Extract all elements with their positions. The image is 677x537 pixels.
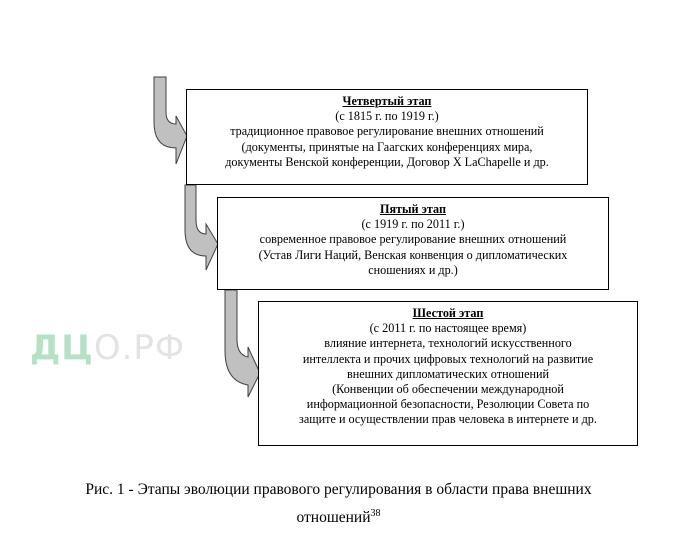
curved-arrow-icon (148, 76, 190, 166)
stage-title: Пятый этап (379, 202, 446, 216)
stage-description: сношениях и др.) (368, 262, 458, 277)
stage-period: (с 1815 г. по 1919 г.) (335, 109, 439, 124)
stage-period: (с 2011 г. по настоящее время) (369, 321, 527, 336)
stage-description: (Конвенции об обеспечении международной (332, 382, 564, 397)
caption-text: отношений (296, 509, 371, 526)
stage-description: документы Венской конференции, Договор X LaChapelle и др. (225, 154, 549, 169)
stage-description: интеллекта и прочих цифровых технологий на развитие (302, 351, 594, 366)
stage-description: влияние интернета, технологий искусственного (324, 336, 572, 351)
stage-description: современное правовое регулирование внешних отношений (259, 232, 567, 247)
stage-description: внешних дипломатических отношений (346, 366, 550, 381)
stage-description: информационной безопасности, Резолюции Совета по (306, 397, 590, 412)
stage-description: (Устав Лиги Наций, Венская конвенция о дипломатических (258, 247, 568, 262)
stage-title: Шестой этап (412, 306, 484, 320)
footnote-marker: 38 (370, 508, 381, 519)
figure-caption-continued (0, 509, 677, 527)
curved-arrow-icon (183, 184, 221, 272)
watermark-part: О.РФ (93, 328, 186, 368)
watermark-part: ДЦ (30, 328, 94, 368)
stage-title: Четвертый этап (342, 94, 432, 108)
stage-description: (документы, принятые на Гаагских конференциях мира, (241, 139, 533, 154)
stage-description: защите и осуществлении прав человека в интернете и др. (299, 412, 597, 427)
stage-box-fourth (186, 89, 588, 185)
stage-period: (с 1919 г. по 2011 г.) (361, 217, 465, 232)
watermark (30, 330, 185, 366)
figure-caption: Рис. 1 - Этапы эволюции правового регулирования в области права внешних (85, 481, 592, 498)
stage-description: традиционное правовое регулирование внешних отношений (230, 124, 544, 139)
stage-box-fifth (217, 197, 609, 290)
stage-box-sixth (258, 301, 638, 446)
